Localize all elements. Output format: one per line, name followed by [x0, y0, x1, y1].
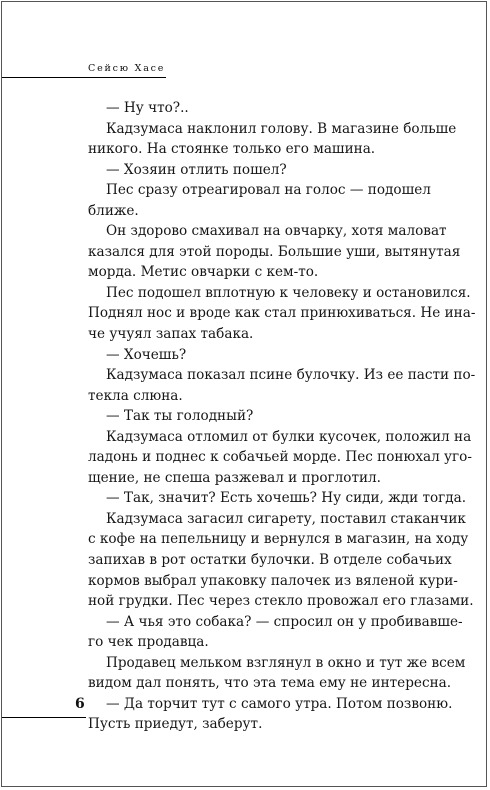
text-line: — Так, значит? Есть хочешь? Ну сиди, жди тогда. [106, 490, 467, 507]
text-line: Пусть приедут, заберут. [88, 716, 263, 733]
text-line: текла слюна. [88, 387, 183, 404]
book-page [1, 1, 487, 787]
text-line: щение, не спеша разжевал и проглотил. [88, 469, 381, 486]
text-line: че учуял запах табака. [88, 326, 254, 343]
text-line: го чек продавца. [88, 634, 209, 651]
text-line: ной грудки. Пес через стекло провожал его глазами. [88, 593, 474, 610]
text-line: видом дал понять, что эта тема ему не интересна. [88, 675, 452, 692]
header-rule [2, 77, 166, 78]
text-line: — Так ты голодный? [106, 408, 254, 425]
running-head: Сейсю Хасе [88, 63, 166, 74]
text-line: Кадзумаса загасил сигарету, поставил стаканчик [106, 510, 466, 527]
text-line: ладонь и поднес к собачьей морде. Пес понюхал уго- [88, 449, 472, 466]
text-line: морда. Метис овчарки с кем-то. [88, 264, 319, 281]
text-line: с кофе на пепельницу и вернулся в магазин, на ходу [88, 531, 469, 548]
text-line: — Да торчит тут с самого утра. Потом позвоню. [106, 695, 453, 712]
text-line: кормов выбрал упаковку палочек из вяленой кури- [88, 572, 458, 589]
text-line: никого. На стоянке только его машина. [88, 141, 376, 158]
body-text [88, 98, 476, 735]
text-line: Пес подошел вплотную к человеку и остановился. [106, 284, 471, 301]
text-line: — Хозяин отлить пошел? [106, 161, 287, 178]
text-line: Продавец мельком взглянул в окно и тут же всем [106, 654, 466, 671]
text-line: ближе. [88, 202, 139, 219]
text-line: — А чья это собака? — спросил он у пробивавше- [106, 613, 463, 630]
text-line: Поднял нос и вроде как стал принюхиваться. Не ина- [88, 305, 476, 322]
text-line: Он здорово смахивал на овчарку, хотя маловат [106, 223, 447, 240]
text-line: запихав в рот остатки булочки. В отделе собачьих [88, 552, 452, 569]
page-number: 6 [75, 696, 85, 712]
text-line: Кадзумаса отломил от булки кусочек, положил на [106, 428, 472, 445]
text-line: казался для этой породы. Большие уши, вытянутая [88, 243, 461, 260]
text-line: Кадзумаса показал псине булочку. Из ее пасти по- [106, 367, 476, 384]
footer-rule [2, 717, 86, 718]
text-line: Кадзумаса наклонил голову. В магазине больше [106, 120, 457, 137]
text-line: Пес сразу отреагировал на голос — подошел [106, 182, 431, 199]
text-line: — Ну что?.. [106, 100, 189, 116]
text-line: — Хочешь? [106, 346, 187, 363]
